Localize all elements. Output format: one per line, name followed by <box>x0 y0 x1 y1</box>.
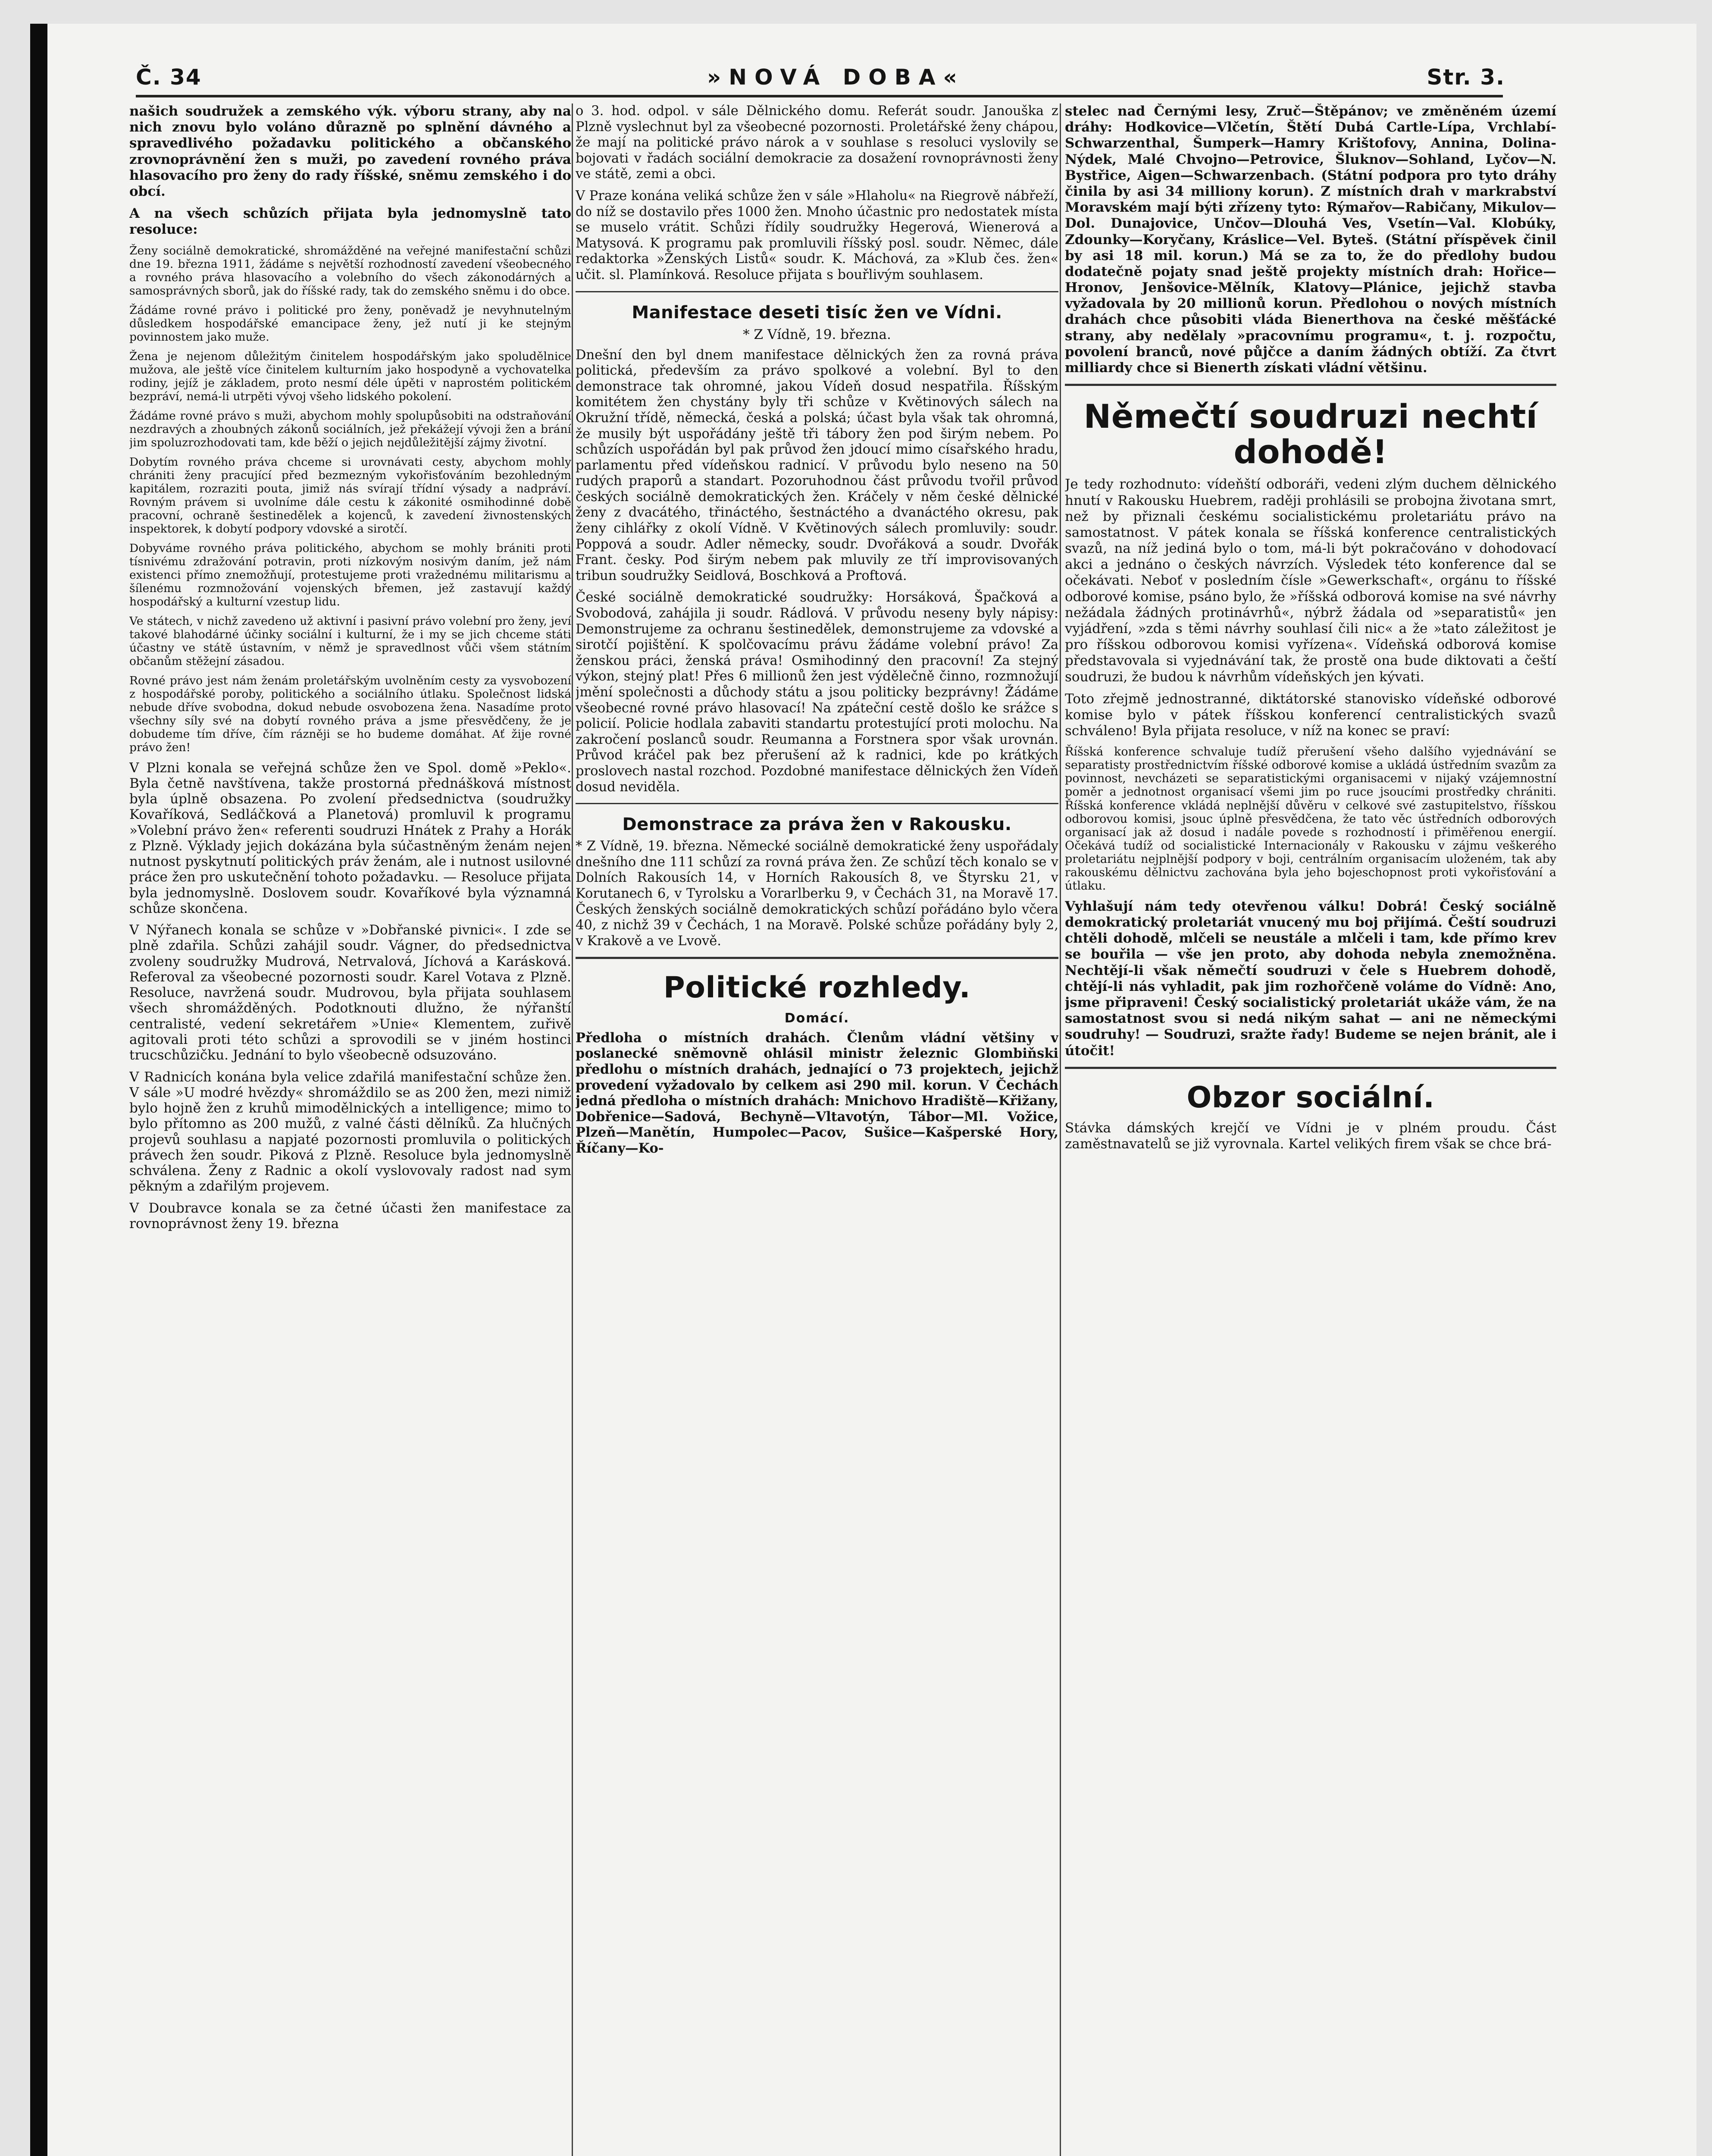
resolution-paragraph: Dobytím rovného práva chceme si urovnávati cesty, abychom mohly chrániti ženy pracující před bezmezným vykořisťováním bezohledným kapitálem, rozraziti pouta, jimiž nás svírají třídní výsady a nadpráví. Rovným právem si uvolníme dále cestu k zákonité osmihodinné době pracovní, ochraně šestinedělek a kojenců, k zavedení živnostenských inspektorek, k dobytí podpory vdovské a sirotčí. <box>129 455 571 536</box>
article-headline: Němečtí soudruzi nechtí dohodě! <box>1083 397 1538 471</box>
article-dateline: * Z Vídně, 19. března. <box>743 326 891 342</box>
praha-paragraph: V Praze konána veliká schůze žen v sále »Hlaholu« na Riegrově nábřeží, do níž se dostavilo přes 1000 žen. Mnoho účastnic pro nedostatek místa se muselo vrátit. Schůzi řídily soudružky Hegerová, Wienerová a Matysová. K programu pak promluvili říšský posl. soudr. Němec, dále redaktorka »Ženských Listů« soudr. K. Máchová, za »Klub čes. žen« učit. sl. Plamínková. Resoluce přijata s bouřlivým souhlasem. <box>576 188 1058 282</box>
resolution-paragraph: Ženy sociálně demokratické, shromážděné na veřejné manifestační schůzi dne 19. března 1911, žádáme s největší rozhodností zavedení všeobecného a rovného práva hlasovacího a volebního do všech zákonodárných a samosprávných sborů, jak do říšské rady, tak do zemského sněmu i do obce. <box>129 244 571 298</box>
resolution-paragraph: Žádáme rovné právo i politické pro ženy, poněvadž je nevyhnutelným důsledkem hospodářské emancipace ženy, jež nutí ji ke stejným povinnostem jako muže. <box>129 303 571 344</box>
report-paragraph: V Doubravce konala se za četné účasti žen manifestace za rovnoprávnost ženy 19. března <box>129 1200 571 1232</box>
article-headline: Manifestace deseti tisíc žen ve Vídni. <box>632 302 1002 323</box>
section-subheading: Domácí. <box>784 1010 850 1026</box>
article-paragraph: Stávka dámských krejčí ve Vídni je v plném proudu. Část zaměstnavatelů se již vyrovnala. Kartel velikých firem však se chce brá- <box>1065 1120 1556 1152</box>
section-rule <box>576 291 1058 292</box>
resolution-paragraph: Žena je nejenom důležitým činitelem hospodářským jako spoludělnice mužova, ale ještě více činitelem kulturním jako hospodyně a vychovatelka rodiny, jejíž je základem, proto nesmí déle úpěti v naprostém politickém bezpráví, nemá-li utrpěti vývoj všeho lidského pokolení. <box>129 349 571 403</box>
section-rule <box>576 803 1058 804</box>
report-paragraph: V Radnicích konána byla velice zdařilá manifestační schůze žen. V sále »U modré hvězdy« shromáždilo se as 200 žen, mezi nimiž bylo hojně žen z kruhů mimodělnických a intelligence; mimo to bylo přítomno as 200 mužů, z valné části dělníků. Za hlučných projevů souhlasu a napjaté pozornosti promluvila o politických právech žen soudr. Piková z Plzně. Resoluce byla jednomyslně schválena. Ženy z Radnic a okolí vyslovovaly radost nad sym pěkným a zdařilým projevem. <box>129 1069 571 1194</box>
section-rule <box>1065 1067 1556 1069</box>
closing-paragraph: Vyhlašují nám tedy otevřenou válku! Dobrá! Český sociálně demokratický proletariát vnucený mu boj přijímá. Čeští soudruzi chtěli dohodě, mlčeli se neustále a mlčeli i tam, kde přímo krev se bouřila — vše jen proto, aby dohoda nebyla znemožněna. Nechtějí-li však němečtí soudruzi v čele s Huebrem dohodě, chtějí-li nás vyhladit, pak jim rozhořčeně voláme do Vídně: Ano, jsme připraveni! Český socialistický proletariát ukáže vám, že na samostatnost svou si nedá nikým sahat — ani ne německými soudruhy! — Soudruzi, sražte řady! Budeme se nejen bránit, ale i útočit! <box>1065 898 1556 1059</box>
article-paragraph: Dnešní den byl dnem manifestace dělnických žen za rovná práva politická, především za právo spolkové a volební. Byl to den demonstrace tak ohromné, jakou Vídeň dosud nespatřila. Říšským komitétem žen chystány byly tři schůze v Květinových sálech na Okružní třídě, německá, česká a polská; účast byla však tak ohromná, že musily být uspořádány ještě tři tábory žen pod širým nebem. Po schůzích uspořádán byl pak průvod žen jdoucí mimo císařského hradu, parlamentu před vídeňskou radnicí. V průvodu bylo neseno na 50 rudých praporů a standart. Pozoruhodnou část průvodu tvořil průvod českých sociálně demokratických žen. Kráčely v něm české dělnické ženy z dvacátého, třináctého, šestnáctého a dvanáctého okresu, pak ženy cihlářky z okolí Vídně. V Květinových sálech promluvily: soudr. Poppová a soudr. Adler německy, soudr. Dvořáková a soudr. Dvořák Frant. česky. Pod širým nebem pak mluvily ze tří improvisovaných tribun soudružky Seidlová, Boschková a Proftová. <box>576 347 1058 583</box>
section-rule <box>1065 384 1556 386</box>
column-divider <box>572 103 573 2156</box>
report-paragraph: V Plzni konala se veřejná schůze žen ve Spol. domě »Peklo«. Byla četně navštívena, takže prostorná přednášková místnost byla úplně obsazena. Po zvolení předsednictva (soudružky Kovaříková, Sedláčková a Planetová) promluvil k programu »Volební právo žen« referenti soudruzi Hnátek z Prahy a Horák z Plzně. Výklady jejich dokázána byla súčastněným ženám nejen nutnost pyskytnutí politických práv ženám, ale i nutnost usilovné práce žen pro uskutečnění tohoto požadavku. — Resoluce přijata byla jednomyslně. Doslovem soudr. Kovaříkové byla významná schůze skončena. <box>129 760 571 916</box>
column-1 <box>129 103 571 2156</box>
resolution-intro: A na všech schůzích přijata byla jednomyslně tato resoluce: <box>129 206 571 238</box>
header-rule <box>136 95 1503 97</box>
section-rule <box>576 957 1058 959</box>
column-divider <box>1060 103 1061 2156</box>
continued-paragraph: o 3. hod. odpol. v sále Dělnického domu. Referát soudr. Janouška z Plzně vyslechnut byl za všeobecné pozornosti. Proletářské ženy chápou, že mají na politické právo nárok a v souhlase s resoluci vyslovily se bojovati v řadách sociální demokracie za dosažení rovnoprávnosti ženy ve státě, zemi a obci. <box>576 103 1058 182</box>
resolution-paragraph: Žádáme rovné právo s muži, abychom mohly spolupůsobiti na odstraňování nezdravých a zhoubných zákonů sociálních, jež překážejí vývoji žen a brání jim spoluzrozhodovati tam, kde běží o jejich nejdůležitější zájmy životní. <box>129 409 571 449</box>
continued-paragraph: stelec nad Černými lesy, Zruč—Štěpánov; ve změněném území dráhy: Hodkovice—Vlčetín, Štětí Dubá Cartle-Lípa, Vrchlabí-Schwarzenthal, Šumperk—Hamry Krištofovy, Annina, Dolina-Nýdek, Malé Chvojno—Petrovice, Šluknov—Sohland, Lyčov—N. Bystřice, Aigen—Schwarzenbach. (Státní podpora pro tyto dráhy činila by asi 34 milliony korun). Z místních drah v markrabství Moravském mají býti zřízeny tyto: Rýmařov—Rabičany, Mikulov—Dol. Dunajovice, Unčov—Dlouhá Ves, Vsetín—Val. Klobúky, Zdounky—Koryčany, Kráslice—Vel. Byteš. (Státní příspěvek činil by asi 18 mil. korun.) Má se za to, že do předlohy budou dodatečně pojaty snad ještě projekty místních drah: Hořice—Hronov, Jenšovice-Mělník, Klatovy—Plánice, jejichž stavba vyžadovala by 20 millionů korun. Předlohou o nových místních drahách chce působiti vláda Bienerthova na české měšťácké strany, aby nedělaly »pracovnímu programu«, t. j. rozpočtu, povolení branců, nové půjčce a daním žádných obtíží. Za čtvrt milliardy chce si Bienerth získati vládní většinu. <box>1065 103 1556 376</box>
article-paragraph: Je tedy rozhodnuto: vídeňští odboráři, vedeni zlým duchem dělnického hnutí v Rakousku Huebrem, raději prohlásili se probojna životana smrt, než by přiznali českému socialistickému proletariátu právo na samostatnost. V pátek konala se říšská konference centralistických svazů, na níž jediná bylo o tom, má-li být pokračováno v dohodovací akci a jednáno o českých návrzích. Výsledek této konference dal se očekávati. Neboť v posledním čísle »Gewerkschaft«, orgánu to říšské odborové komise, psáno bylo, že »říšská odborová komise na své návrhy nežádala žádných protinávrhů«, nýbrž žádala od »separatistů« jen vyjádření, »zda s těmi návrhy souhlasí čili nic« a že »tato záležitost je pro říšskou odborovou komisi vyřízena«. Vídeňská odborová komise představovala si vyjednávání tak, že prostě ona bude diktovati a čeští soudruzi, že budou k návrhům vídeňských jen kývati. <box>1065 476 1556 685</box>
page-number: Str. 3. <box>1427 65 1505 90</box>
article-paragraph: Toto zřejmě jednostranné, diktátorské stanovisko vídeňské odborové komise bylo v pátek říšskou konferencí centralistických svazů schváleno! Byla přijata resoluce, v níž na konec se praví: <box>1065 691 1556 739</box>
resolution-paragraph: Ve státech, v nichž zavedeno už aktivní i pasivní právo volební pro ženy, jeví takové blahodárné účinky sociální i kulturní, že i my se jich chceme státi účastny ve státě ústavním, v němž je spravedlnost vůči všem státním občanům stěžejní zásadou. <box>129 614 571 668</box>
issue-number: Č. 34 <box>136 65 202 90</box>
resolution-paragraph: Rovné právo jest nám ženám proletářským uvolněním cesty za vysvobození z hospodářské poroby, politického a sociálního útlaku. Společnost lidská nebude dříve svobodna, dokud nebude osvobozena žena. Nasadíme proto všechny síly své na dobytí rovného práva a jsme přesvědčeny, že je dobudeme tím dříve, čím rázněji se ho budeme domáhat. Ať žije rovné právo žen! <box>129 674 571 754</box>
article-paragraph: * Z Vídně, 19. března. Německé sociálně demokratické ženy uspořádaly dnešního dne 111 schůzí za rovná práva žen. Ze schůzí těch konalo se v Dolních Rakousích 14, v Horních Rakousích 8, ve Štyrsku 21, v Korutanech 6, v Tyrolsku a Vorarlberku 9, v Čechách 31, na Moravě 17. Českých ženských sociálně demokratických schůzí pořádáno bylo včera 40, z nichž 39 v Čechách, 1 na Moravě. Polské schůze pořádány byly 2, v Krakově a ve Lvově. <box>576 839 1058 949</box>
section-headline: Obzor sociální. <box>1186 1080 1435 1115</box>
resolution-quote: Říšská konference schvaluje tudíž přerušení všeho dalšího vyjednávání se separatisty prostřednictvím říšské odborové komise a ukládá ústředním svazům za povinnost, nevcházeti se separatistickými organisacemi v nijaký vzájemnostní poměr a jednotnost organisací všemi jim po ruce jsoucími prostředky chrániti. Říšská konference vkládá neplnější důvěru v celkové své zastupitelstvo, říšskou odborovou komisi, jsouc úplně přesvědčena, že tato věc ústředních odborových organisací jak až dosud i nadále povede s rozhodností i přiměřenou energií. Očekává tudíž od socialistické Internacionály v Rakousku v zájmu veškerého proletariátu nejplnější podpory v boji, centrálním organisacím uloženém, tak aby rakouskému dělnictvu zachována byla jeho bojeschopnost proti vykořisťování a útlaku. <box>1065 745 1556 893</box>
article-headline: Demonstrace za práva žen v Rakousku. <box>622 815 1012 835</box>
resolution-paragraph: Dobyváme rovného práva politického, abychom se mohly brániti proti tísnivému zdražování potravin, proti nízkovým nosivým daním, jež nám existenci přímo znemožňují, protestujeme proti vražednému militarismu a šílenému rozmnožování vojenských břemen, jež zastavují každý hospodářský a kulturní vzestup lidu. <box>129 541 571 608</box>
intro-paragraph: našich soudružek a zemského výk. výboru strany, aby na nich znovu bylo voláno důrazně po splnění dávného a spravedlivého požadavku politického a občanského zrovnoprávnění žen s muži, po zavedení rovného práva hlasovacího pro ženy do rady říšské, sněmu zemského i do obcí. <box>129 103 571 199</box>
report-paragraph: V Nýřanech konala se schůze v »Dobřanské pivnici«. I zde se plně zdařila. Schůzi zahájil soudr. Vágner, do předsednictva zvoleny soudružky Mudrová, Netrvalová, Jíchová a Karásková. Referoval za všeobecné pozornosti soudr. Karel Votava z Plzně. Resoluce, navržená soudr. Mudrovou, byla přijata souhlasem všech shromážděných. Podotknouti dlužno, že nýřanští centralisté, vedení sekretářem »Unie« Klementem, zuřivě agitovali proti této schůzi a sprovodili se v jiném hostinci trucschůzičku. Jednání to bylo všeobecně odsuzováno. <box>129 922 571 1063</box>
article-paragraph: České sociálně demokratické soudružky: Horsáková, Špačková a Svobodová, zahájila ji soudr. Rádlová. V průvodu neseny byly nápisy: Demonstrujeme za ochranu šestinedělek, demonstrujeme za vdovské a sirotčí pojištění. K spolčovacímu právu žádáme volební právo! Za ženskou práci, ženská práva! Osmihodinný den pracovní! Za stejný výkon, stejný plat! Přes 6 millionů žen jest výdělečně činno, rozmnožují jmění společnosti a důchody státu a jsou politicky bezprávny! Žádáme všeobecné rovné právo hlasovací! Na zpáteční cestě došlo ke srážce s policií. Policie hodlala zabaviti standartu protestující proti molochu. Na zakročení poslanců soudr. Reumanna a Forstnera spor však urovnán. Průvod kráčel pak bez přerušení až k radnici, kde po krátkých proslovech nastal rozchod. Pozdobné manifestace dělnických žen Vídeň dosud neviděla. <box>576 590 1058 795</box>
column-3 <box>1065 103 1556 2156</box>
section-headline: Politické rozhledy. <box>663 971 971 1005</box>
column-2 <box>576 103 1058 2156</box>
masthead-title: »NOVÁ DOBA« <box>707 65 965 90</box>
article-paragraph: Předloha o místních drahách. Členům vládní většiny v poslanecké sněmovně ohlásil ministr železnic Glombiňski předlohu o místních drahách, jednající o 73 projektech, jejichž provedení vyžadovalo by celkem asi 290 mil. korun. V Čechách jedná předloha o místních drahách: Mnichovo Hradiště—Křižany, Dobřenice—Sadová, Bechyně—Vltavotýn, Tábor—Ml. Vožice, Plzeň—Manětín, Humpolec—Pacov, Sušice—Kašperské Hory, Říčany—Ko- <box>576 1030 1058 1156</box>
